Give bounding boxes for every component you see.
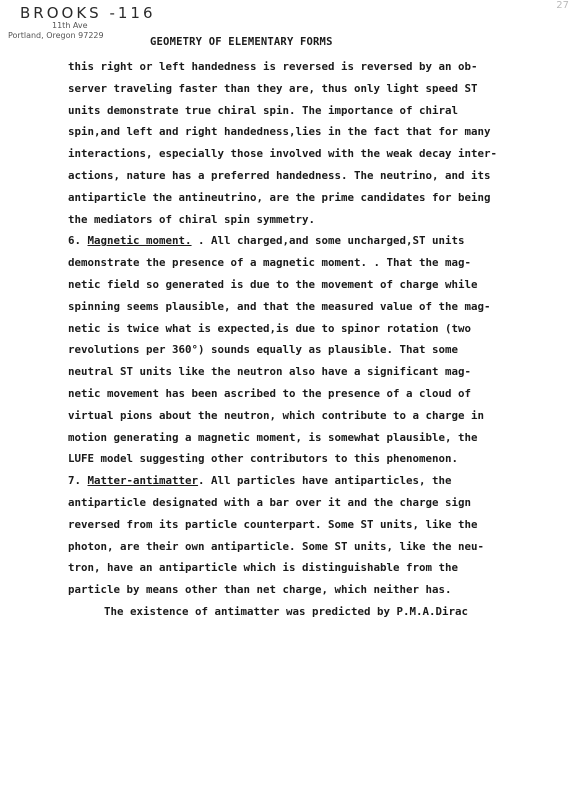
text-line: actions, nature has a preferred handedness. The neutrino, and its [68, 168, 491, 182]
text-line: motion generating a magnetic moment, is somewhat plausible, the [68, 430, 478, 444]
text-line: LUFE model suggesting other contributors to this phenomenon. [68, 452, 459, 466]
text-line: units demonstrate true chiral spin. The importance of chiral [68, 103, 459, 117]
section-first-line-rest: . All charged,and some uncharged,ST units [191, 234, 465, 248]
text-line: netic movement has been ascribed to the presence of a cloud of [68, 386, 472, 400]
page-title: GEOMETRY OF ELEMENTARY FORMS [150, 36, 333, 48]
section-first-line-rest: . All particles have antiparticles, the [198, 474, 452, 488]
section-heading: Matter-antimatter [87, 474, 199, 488]
text-line: spin,and left and right handedness,lies in the fact that for many [68, 125, 491, 139]
section-number: 6. [68, 234, 82, 248]
text-line: spinning seems plausible, and that the measured value of the mag- [68, 299, 491, 313]
text-line: virtual pions about the neutron, which contribute to a charge in [68, 408, 485, 422]
section-6-first-line [68, 230, 538, 252]
text-line: interactions, especially those involved with the weak decay inter- [68, 147, 498, 161]
page-corner-mark: 27 [556, 0, 569, 11]
text-line: server traveling faster than they are, thus only light speed ST [68, 81, 478, 95]
text-line: The existence of antimatter was predicted by P.M.A.Dirac [104, 604, 469, 618]
text-line: reversed from its particle counterpart. Some ST units, like the [68, 517, 478, 531]
body-text [68, 56, 538, 623]
text-line: antiparticle the antineutrino, are the prime candidates for being [68, 190, 491, 204]
stamp-street: 11th Ave [52, 21, 88, 30]
text-line: the mediators of chiral spin symmetry. [68, 212, 316, 226]
text-line: netic is twice what is expected,is due to spinor rotation (two [68, 321, 472, 335]
section-heading: Magnetic moment. [87, 234, 192, 248]
text-line: photon, are their own antiparticle. Some ST units, like the neu- [68, 539, 485, 553]
stamp-city: Portland, Oregon 97229 [8, 31, 104, 40]
section-7-first-line [68, 470, 538, 492]
stamp-name: BROOKS -116 [20, 4, 156, 22]
text-line: tron, have an antiparticle which is distinguishable from the [68, 561, 459, 575]
text-line: netic field so generated is due to the movement of charge while [68, 277, 478, 291]
text-line: particle by means other than net charge, which neither has. [68, 583, 452, 597]
section-number: 7. [68, 474, 82, 488]
text-line: neutral ST units like the neutron also have a significant mag- [68, 365, 472, 379]
text-line: antiparticle designated with a bar over it and the charge sign [68, 495, 472, 509]
text-line: demonstrate the presence of a magnetic moment. . That the mag- [68, 256, 472, 270]
text-line: this right or left handedness is reversed is reversed by an ob- [68, 60, 478, 73]
text-line: revolutions per 360°) sounds equally as plausible. That some [68, 343, 459, 357]
